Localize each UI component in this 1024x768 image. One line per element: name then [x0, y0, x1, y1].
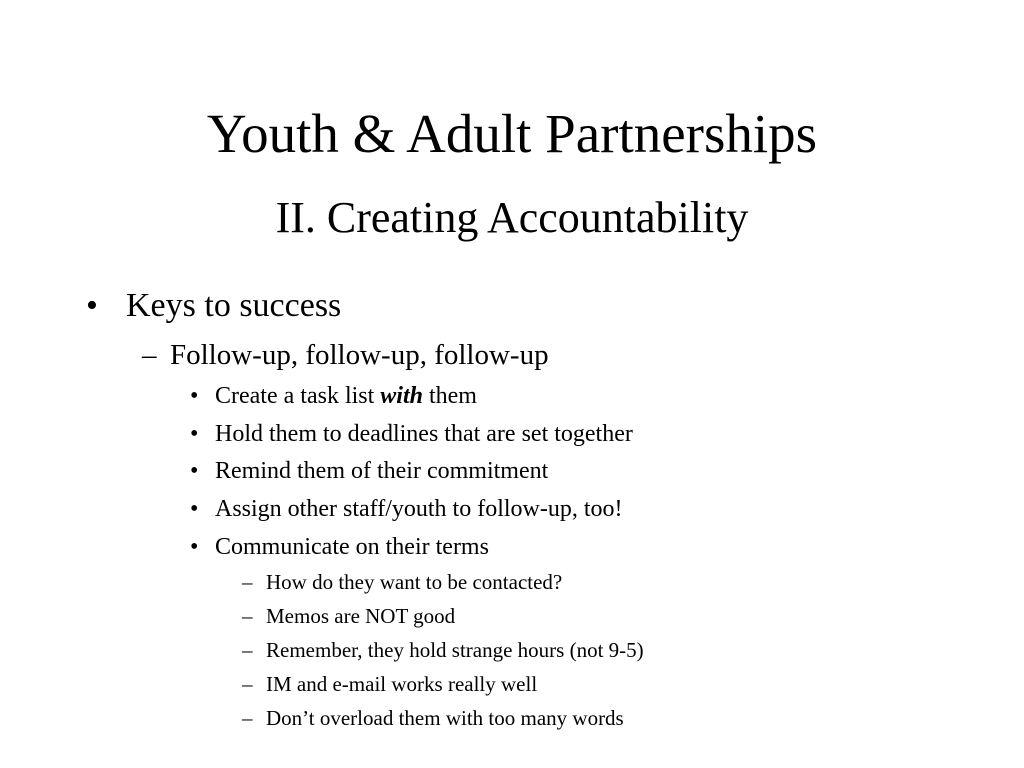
bullet-text: Don’t overload them with too many words — [266, 706, 624, 730]
bullet-text: Keys to success — [126, 287, 342, 324]
dash-marker: – — [242, 672, 253, 696]
dash-marker: – — [242, 570, 253, 594]
bullet-marker: • — [190, 534, 199, 560]
bullet-text: Communicate on their terms — [215, 534, 489, 560]
bullet-text: Assign other staff/youth to follow-up, too! — [215, 496, 623, 522]
bullet-marker: • — [190, 458, 199, 484]
slide-title: Youth & Adult Partnerships — [206, 103, 818, 164]
bullet-text: Remember, they hold strange hours (not 9-5) — [266, 638, 644, 662]
bullet-text — [215, 381, 477, 411]
bullet-text: Memos are NOT good — [266, 604, 456, 628]
bullet-marker: • — [190, 383, 199, 409]
bullet-marker: • — [86, 287, 98, 324]
bullet-text: Hold them to deadlines that are set together — [215, 421, 633, 447]
dash-marker: – — [242, 706, 253, 730]
slide-subtitle: II. Creating Accountability — [275, 193, 749, 242]
dash-marker: – — [242, 604, 253, 628]
dash-marker: – — [142, 339, 157, 371]
text-before: Create a task list — [215, 383, 381, 409]
bullet-marker: • — [190, 496, 199, 522]
emphasis-with: with — [380, 383, 423, 409]
bullet-text: Follow-up, follow-up, follow-up — [170, 339, 549, 371]
dash-marker: – — [242, 638, 253, 662]
text-after: them — [422, 383, 477, 409]
bullet-text: How do they want to be contacted? — [266, 570, 563, 594]
bullet-text: Remind them of their commitment — [215, 458, 549, 484]
bullet-text: IM and e-mail works really well — [266, 672, 538, 696]
bullet-marker: • — [190, 421, 199, 447]
